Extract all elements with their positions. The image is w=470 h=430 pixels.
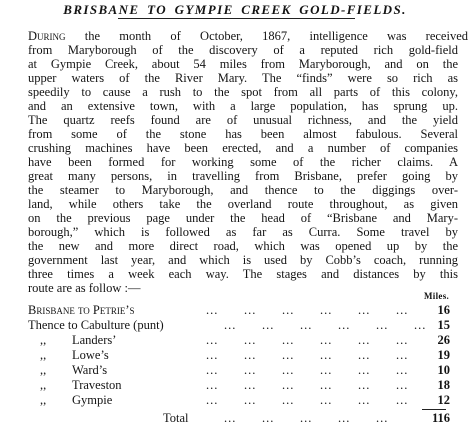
stage-miles: 19	[437, 348, 450, 362]
paragraph-line: borough,” which is followed as far as Curra. Some travel by	[28, 225, 458, 239]
paragraph-line: great many persons, in travelling from Brisbane, prefer going by	[28, 169, 458, 183]
stage-name: Traveston	[72, 378, 122, 392]
paragraph-line: from some of the stone has been almost fabulous. Several	[28, 127, 458, 141]
stage-name: Brisbane to Petrie’s	[28, 303, 135, 317]
total-rule	[422, 409, 446, 410]
paragraph-line: upper waters of the River Mary. The “finds” were so rich as	[28, 71, 458, 85]
paragraph-line: crushing machines have been erected, and a number of companies	[28, 141, 458, 155]
paragraph-line: route are as follow :—	[28, 281, 141, 295]
stage-name: Gympie	[72, 393, 113, 407]
stage-name: Lowe’s	[72, 348, 109, 362]
ditto-mark: ,,	[40, 378, 47, 392]
stage-miles: 12	[437, 393, 450, 407]
paragraph-line: from Maryborough of the discovery of a reputed rich gold-field	[28, 43, 458, 57]
stage-miles: 26	[437, 333, 450, 347]
paragraph-line: at Gympie Creek, about 54 miles from Maryborough, and on the	[28, 57, 458, 71]
table-row: ,, Gympie ... ... ... ... ... ... 12	[40, 393, 450, 407]
table-row: Brisbane to Petrie’s ... ... ... ... ... ... 16	[28, 303, 450, 317]
table-row: ,, Lowe’s ... ... ... ... ... ... 19	[40, 348, 450, 362]
ditto-mark: ,,	[40, 393, 47, 407]
total-label: Total	[163, 411, 189, 425]
paragraph-line: During the month of October, 1867, intelligence was received	[28, 29, 468, 43]
stage-miles: 18	[437, 378, 450, 392]
title-underline	[118, 18, 355, 19]
paragraph-line: and an extensive town, with a large population, has sprung up.	[28, 99, 458, 113]
miles-column-header: Miles.	[424, 291, 450, 301]
paragraph-line: have been formed for working some of the richer claims. A	[28, 155, 458, 169]
paragraph-line: three times a week each way. The stages and distances by this	[28, 267, 458, 281]
table-row: Thence to Cabulture (punt) ... ... ... ... ... ... 15	[28, 318, 450, 332]
paragraph-line: speedily to cause a rush to the spot from all parts of this colony,	[28, 85, 458, 99]
page-title: BRISBANE TO GYMPIE CREEK GOLD-FIELDS.	[63, 2, 407, 17]
dropcap-word: During	[28, 29, 66, 43]
ditto-mark: ,,	[40, 363, 47, 377]
stage-name: Thence to Cabulture (punt)	[28, 318, 164, 332]
paragraph-line: the steamer to Maryborough, and thence to the diggings over-	[28, 183, 458, 197]
paragraph-line: land, while others take the overland route throughout, as given	[28, 197, 458, 211]
paragraph-line: the new and more direct road, which was opened up by the	[28, 239, 458, 253]
total-row: Total ... ... ... ... ... 116	[163, 411, 450, 425]
paragraph-line: The quartz reefs found are of unusual richness, and the yield	[28, 113, 458, 127]
ditto-mark: ,,	[40, 348, 47, 362]
stage-name: Ward’s	[72, 363, 108, 377]
stage-miles: 10	[437, 363, 450, 377]
stage-name: Landers’	[72, 333, 117, 347]
paragraph-line: on the previous page under the head of “Brisbane and Mary-	[28, 211, 458, 225]
table-row: ,, Traveston ... ... ... ... ... ... 18	[40, 378, 450, 392]
paragraph-line: government last year, and which is used by Cobb’s coach, running	[28, 253, 458, 267]
stage-miles: 16	[437, 303, 450, 317]
stage-miles: 15	[437, 318, 450, 332]
table-row: ,, Landers’ ... ... ... ... ... ... 26	[40, 333, 450, 347]
total-value: 116	[431, 411, 450, 425]
ditto-mark: ,,	[40, 333, 47, 347]
table-row: ,, Ward’s ... ... ... ... ... ... 10	[40, 363, 450, 377]
